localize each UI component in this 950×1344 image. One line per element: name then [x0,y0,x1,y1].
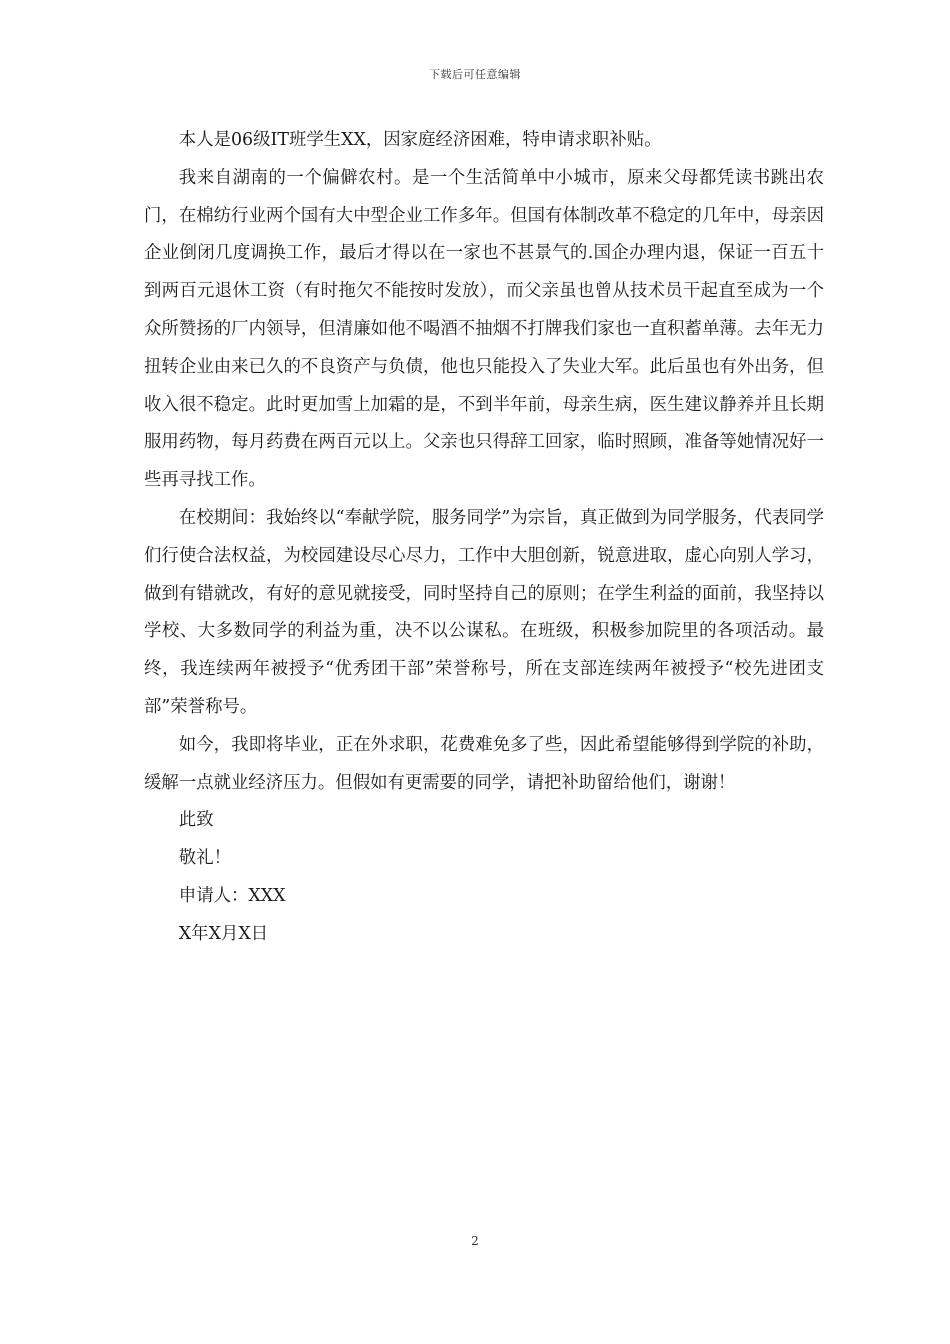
page-number: 2 [471,1234,479,1248]
closing-respect: 敬礼！ [178,848,231,869]
page-header: 下载后可任意编辑 [429,68,521,81]
paragraph-request: 如今，我即将毕业，正在外求职，花费难免多了些，因此希望能够得到学院的补助，缓解一点就业经济压力。但假如有更需要的同学，请把补助留给他们，谢谢！ [144,734,824,793]
letter-body [144,122,824,954]
paragraph-intro: 本人是06级IT班学生XX，因家庭经济困难，特申请求职补贴。 [178,130,662,150]
applicant-signature: 申请人：XXX [178,885,286,906]
paragraph-family-background: 我来自湖南的一个偏僻农村。是一个生活简单中小城市，原来父母都凭读书跳出农门，在棉纺行业两个国有大中型企业工作多年。但国有体制改革不稳定的几年中，母亲因企业倒闭几度调换工作，最后才得以在一家也不甚景气的.国企办理内退，保证一百五十到两百元退休工资（有时拖欠不能按时发放），而父亲虽也曾从技术员干起直至成为一个众所赞扬的厂内领导，但清廉如他不喝酒不抽烟不打牌我们家也一直积蓄单薄。去年无力扭转企业由来已久的不良资产与负债，他也只能投入了失业大军。此后虽也有外出务，但收入很不稳定。此时更加雪上加霜的是，不到半年前，母亲生病，医生建议静养并且长期服用药物，每月药费在两百元以上。父亲也只得辞工回家，临时照顾，准备等她情况好一些再寻找工作。 [144,167,824,491]
closing-salutation: 此致 [178,810,214,831]
paragraph-school-activities: 在校期间：我始终以“奉献学院，服务同学”为宗旨，真正做到为同学服务，代表同学们行使合法权益，为校园建设尽心尽力，工作中大胆创新，锐意进取，虚心向别人学习，做到有错就改，有好的意见就接受，同时坚持自己的原则；在学生利益的面前，我坚持以学校、大多数同学的利益为重，决不以公谋私。在班级，积极参加院里的各项活动。最终，我连续两年被授予“优秀团干部”荣誉称号，所在支部连续两年被授予“校先进团支部”荣誉称号。 [144,507,824,717]
letter-date: X年X月X日 [178,923,269,944]
